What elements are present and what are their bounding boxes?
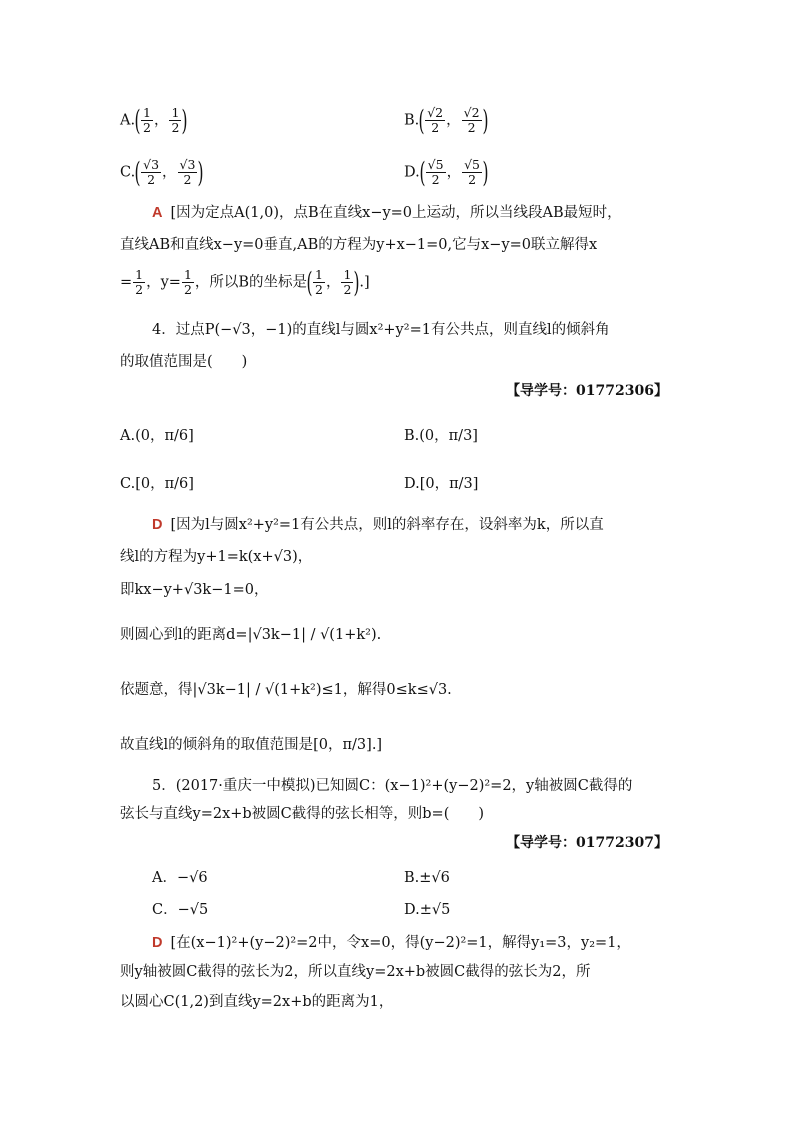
q5-option-d: D.±√5 — [404, 902, 451, 918]
q4-option-b: B.(0，π/3] — [404, 428, 478, 444]
q4-stem-line1: 4．过点P(−√3，−1)的直线l与圆x²+y²=1有公共点，则直线l的倾斜角 — [152, 322, 610, 338]
q4-solution-line3: 即kx−y+√3k−1=0， — [120, 582, 269, 598]
q4-solution-line4: 则圆心到l的距离d=|√3k−1| / √(1+k²). — [120, 627, 382, 643]
q3-option-b: B.( $\frac{√2}{2}$ ， $\frac{√2}{2}$ ) — [404, 103, 489, 137]
q5-solution-line2: 则y轴被圆C截得的弦长为2，所以直线y=2x+b被圆C截得的弦长为2，所 — [120, 964, 591, 980]
q4-option-a: A.(0，π/6] — [120, 428, 194, 444]
q3-option-d: D.( $\frac{√5}{2}$ ， $\frac{√5}{2}$ ) — [404, 155, 489, 189]
q5-option-c: C．−√5 — [152, 902, 209, 918]
q5-option-a: A．−√6 — [152, 870, 208, 886]
q4-option-d: D.[0，π/3] — [404, 476, 479, 492]
q5-stem-line1: 5．(2017·重庆一中模拟)已知圆C：(x−1)²+(y−2)²=2，y轴被圆C截得的 — [152, 778, 633, 794]
q4-stem-line2: 的取值范围是( ) — [120, 354, 248, 370]
q3-solution-line3: = $\frac{1}{2}$ ，y= $\frac{1}{2}$ ，所以B的坐标是( $\frac{1}{2}$ ， $\frac{1}{2}$ ).] — [120, 265, 370, 299]
q3-option-a: A.( $\frac{1}{2}$ ， $\frac{1}{2}$ ) — [120, 103, 188, 137]
q3-solution-line2: 直线AB和直线x−y=0垂直,AB的方程为y+x−1=0,它与x−y=0联立解得x — [120, 237, 598, 253]
q3-solution-line1: A [因为定点A(1,0)，点B在直线x−y=0上运动，所以当线段AB最短时， — [152, 205, 622, 221]
q5-solution-line1: D [在(x−1)²+(y−2)²=2中，令x=0，得(y−2)²=1，解得y₁=3，y₂=1， — [152, 935, 631, 951]
q4-reference-number: 【导学号：01772306】 — [506, 383, 668, 399]
q4-solution-line2: 线l的方程为y+1=k(x+√3)， — [120, 549, 313, 565]
q4-answer: D — [152, 517, 163, 533]
q5-reference-number: 【导学号：01772307】 — [506, 835, 668, 851]
q4-option-c: C.[0，π/6] — [120, 476, 194, 492]
q5-option-b: B.±√6 — [404, 870, 450, 886]
q4-solution-line6: 故直线l的倾斜角的取值范围是[0，π/3].] — [120, 737, 383, 753]
q4-solution-line5: 依题意，得|√3k−1| / √(1+k²)≤1，解得0≤k≤√3. — [120, 682, 452, 698]
q3-option-c: C.( $\frac{√3}{2}$ ， $\frac{√3}{2}$ ) — [120, 155, 204, 189]
q4-solution-line1: D [因为l与圆x²+y²=1有公共点，则l的斜率存在，设斜率为k，所以直 — [152, 517, 604, 533]
q5-solution-line3: 以圆心C(1,2)到直线y=2x+b的距离为1， — [120, 994, 394, 1010]
q5-stem-line2: 弦长与直线y=2x+b被圆C截得的弦长相等，则b=( ) — [120, 806, 485, 822]
q5-answer: D — [152, 935, 163, 951]
q3-answer: A — [152, 205, 163, 221]
